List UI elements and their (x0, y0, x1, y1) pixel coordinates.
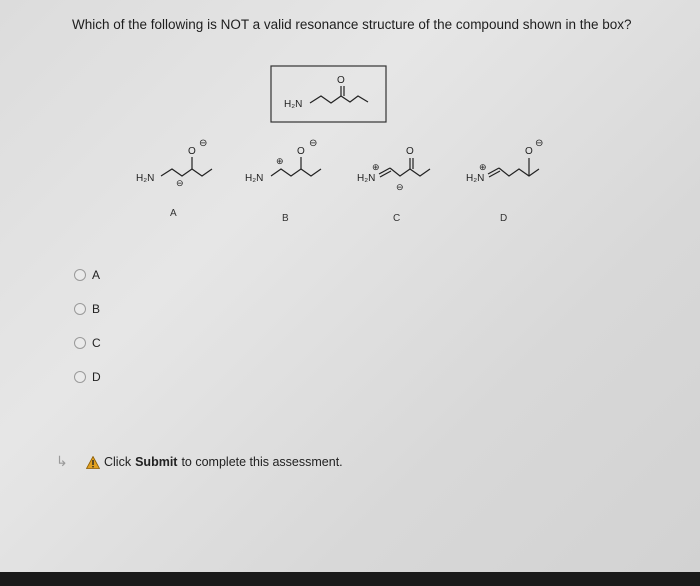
svg-text:O: O (406, 146, 414, 157)
choice-d-label: D (92, 370, 101, 384)
svg-text:O: O (297, 146, 305, 157)
label-c: C (393, 213, 401, 224)
submit-note-suffix: to complete this assessment. (181, 455, 343, 469)
label-d: D (500, 213, 508, 224)
struct-b-amine: H₂N (245, 173, 264, 184)
struct-b-charge-c: ⊕ (276, 156, 284, 166)
struct-c-chain (390, 168, 430, 176)
box-amine-label: H₂N (284, 99, 303, 110)
choice-b-label: B (92, 302, 101, 316)
struct-d-charge-n: ⊕ (479, 162, 487, 172)
submit-link[interactable]: Submit (135, 455, 178, 469)
struct-a-amine: H₂N (136, 173, 155, 184)
radio-a[interactable] (74, 269, 86, 281)
struct-d-charge-o: ⊖ (535, 138, 544, 149)
choice-c-label: C (92, 336, 101, 350)
choice-c[interactable] (74, 326, 101, 360)
struct-b-charge-o: ⊖ (309, 138, 318, 149)
structures-figure (0, 0, 700, 260)
box-chain (310, 96, 368, 103)
choice-d[interactable] (74, 360, 101, 394)
struct-a-chain (161, 169, 212, 176)
struct-c-charge-n: ⊕ (372, 162, 380, 172)
choice-a[interactable] (74, 258, 101, 292)
choice-b[interactable] (74, 292, 101, 326)
struct-c-charge-c: ⊖ (396, 182, 404, 192)
box-oxygen-label: O (337, 75, 345, 86)
label-b: B (282, 213, 289, 224)
submit-note-prefix: Click (104, 455, 132, 469)
return-arrow-icon: ↳ (56, 453, 68, 469)
compound-box (271, 66, 386, 122)
submit-note (86, 455, 343, 469)
choice-a-label: A (92, 268, 101, 282)
radio-b[interactable] (74, 303, 86, 315)
struct-b-chain (271, 169, 321, 176)
radio-c[interactable] (74, 337, 86, 349)
warning-icon (86, 456, 100, 469)
svg-text:O: O (188, 146, 196, 157)
answer-choices (74, 258, 101, 394)
struct-d-chain (499, 168, 539, 176)
radio-d[interactable] (74, 371, 86, 383)
struct-c-amine: H₂N (357, 173, 376, 184)
struct-d-amine: H₂N (466, 173, 485, 184)
label-a: A (170, 208, 177, 219)
bottom-bar (0, 572, 700, 586)
question-text: Which of the following is NOT a valid resonance structure of the compound shown in the box? (72, 17, 632, 32)
svg-text:O: O (525, 146, 533, 157)
struct-a-charge-c: ⊖ (176, 178, 184, 188)
struct-a-charge-o: ⊖ (199, 138, 208, 149)
